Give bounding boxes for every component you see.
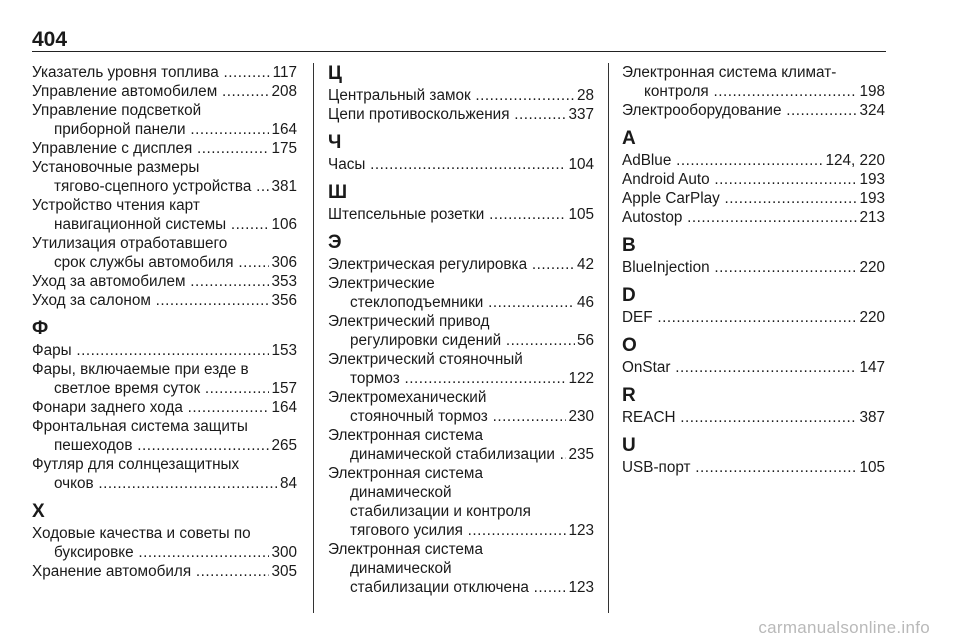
index-entry-term-line: Установочные размеры bbox=[32, 159, 200, 176]
index-column-3 bbox=[622, 63, 885, 477]
index-entry bbox=[32, 63, 297, 82]
index-entry-term: USB-порт ..... bbox=[622, 458, 857, 477]
index-entry-row bbox=[328, 407, 594, 426]
index-entry bbox=[328, 312, 594, 350]
index-entry bbox=[622, 151, 885, 170]
index-letter-heading: O bbox=[622, 335, 637, 356]
index-entry-page: 56 bbox=[576, 332, 594, 349]
index-entry bbox=[32, 291, 297, 310]
index-entry-page: 213 bbox=[859, 209, 885, 226]
index-entry-page: 387 bbox=[859, 409, 885, 426]
index-entry bbox=[622, 189, 885, 208]
index-entry-row bbox=[622, 458, 885, 477]
index-entry bbox=[328, 255, 594, 274]
index-entry-row bbox=[328, 293, 594, 312]
index-entry-row bbox=[622, 170, 885, 189]
index-entry-row bbox=[328, 445, 594, 464]
index-column-2 bbox=[328, 63, 594, 597]
index-entry-row bbox=[32, 474, 297, 493]
index-entry-term: срок службы автомобиля ..... bbox=[54, 253, 269, 272]
index-entry-page: 324 bbox=[859, 102, 885, 119]
index-entry-row bbox=[32, 82, 297, 101]
index-entry bbox=[32, 398, 297, 417]
index-entry-term: навигационной системы ..... bbox=[54, 215, 269, 234]
index-entry-term: AdBlue ..... bbox=[622, 151, 823, 170]
index-entry bbox=[32, 196, 297, 234]
index-entry bbox=[32, 234, 297, 272]
index-entry bbox=[622, 408, 885, 427]
index-entry-term: буксировке ..... bbox=[54, 543, 269, 562]
index-letter-heading: A bbox=[622, 128, 636, 149]
index-entry-term: регулировки сидений ..... bbox=[350, 331, 575, 350]
index-entry-page: 104 bbox=[568, 156, 594, 173]
index-entry-term-line: Электромеханический bbox=[328, 389, 487, 406]
index-entry-row bbox=[32, 398, 297, 417]
index-entry-page: 123 bbox=[568, 522, 594, 539]
index-entry bbox=[622, 308, 885, 327]
index-letter-heading: Ч bbox=[328, 132, 342, 153]
index-entry bbox=[328, 155, 594, 174]
index-entry-term: пешеходов ..... bbox=[54, 436, 269, 455]
index-entry bbox=[32, 101, 297, 139]
index-entry-term-line: Электрический стояночный bbox=[328, 351, 523, 368]
page-number: 404 bbox=[32, 28, 68, 51]
index-entry bbox=[622, 458, 885, 477]
index-entry-term-line: Фары, включаемые при езде в bbox=[32, 361, 249, 378]
index-entry-row bbox=[622, 82, 885, 101]
index-entry bbox=[328, 464, 594, 540]
index-entry-term-line: Устройство чтения карт bbox=[32, 197, 200, 214]
index-entry-page: 198 bbox=[859, 83, 885, 100]
watermark: carmanualsonline.info bbox=[758, 618, 930, 637]
index-entry-row bbox=[32, 120, 297, 139]
index-entry-term: Autostop ..... bbox=[622, 208, 857, 227]
index-entry-row bbox=[622, 101, 885, 120]
index-entry-page: 105 bbox=[568, 206, 594, 223]
index-entry-row bbox=[328, 578, 594, 597]
index-entry-page: 42 bbox=[576, 256, 594, 273]
index-entry-term: Уход за автомобилем ..... bbox=[32, 272, 269, 291]
index-entry bbox=[32, 272, 297, 291]
index-entry-row bbox=[32, 215, 297, 234]
index-entry-page: 306 bbox=[271, 254, 297, 271]
index-entry-term: Уход за салоном ..... bbox=[32, 291, 269, 310]
index-entry-term: приборной панели ..... bbox=[54, 120, 269, 139]
index-entry-page: 46 bbox=[576, 294, 594, 311]
index-entry-term: Фары ..... bbox=[32, 341, 269, 360]
index-entry bbox=[622, 101, 885, 120]
index-entry-term: светлое время суток ..... bbox=[54, 379, 269, 398]
index-letter-heading: Х bbox=[32, 501, 45, 522]
index-entry-term: Электрическая регулировка ..... bbox=[328, 255, 575, 274]
index-entry-term-line: Управление подсветкой bbox=[32, 102, 202, 119]
index-entry-term: тягово-сцепного устройства ..... bbox=[54, 177, 269, 196]
index-entry-row bbox=[328, 521, 594, 540]
index-entry-page: 337 bbox=[568, 106, 594, 123]
index-entry bbox=[32, 341, 297, 360]
index-entry bbox=[32, 562, 297, 581]
index-entry-page: 164 bbox=[271, 121, 297, 138]
index-entry-term: BlueInjection ..... bbox=[622, 258, 857, 277]
index-entry-term: DEF ..... bbox=[622, 308, 857, 327]
index-entry-row bbox=[622, 189, 885, 208]
index-entry bbox=[328, 540, 594, 597]
index-entry bbox=[622, 358, 885, 377]
index-entry-page: 28 bbox=[576, 87, 594, 104]
index-entry-row bbox=[328, 155, 594, 174]
index-entry bbox=[32, 139, 297, 158]
index-entry-term-line: Ходовые качества и советы по bbox=[32, 525, 251, 542]
index-entry bbox=[328, 426, 594, 464]
index-entry-page: 300 bbox=[271, 544, 297, 561]
index-entry-term: Управление с дисплея ..... bbox=[32, 139, 269, 158]
index-entry-term: Штепсельные розетки ..... bbox=[328, 205, 566, 224]
index-entry-term: Электрооборудование ..... bbox=[622, 101, 857, 120]
index-entry-page: 193 bbox=[859, 171, 885, 188]
index-entry-row bbox=[32, 436, 297, 455]
index-entry-term-line: Электрический привод bbox=[328, 313, 490, 330]
index-entry-term: REACH ..... bbox=[622, 408, 857, 427]
index-entry-page: 164 bbox=[271, 399, 297, 416]
index-entry-page: 106 bbox=[271, 216, 297, 233]
index-entry-term: контроля ..... bbox=[644, 82, 857, 101]
index-entry-term-line: динамической bbox=[350, 560, 452, 577]
index-entry bbox=[328, 205, 594, 224]
index-entry bbox=[622, 170, 885, 189]
index-entry-page: 230 bbox=[568, 408, 594, 425]
index-entry-term-line: динамической bbox=[350, 484, 452, 501]
index-entry-page: 157 bbox=[271, 380, 297, 397]
index-entry-row bbox=[328, 255, 594, 274]
index-entry-row bbox=[328, 86, 594, 105]
index-entry-row bbox=[32, 63, 297, 82]
index-entry-row bbox=[328, 205, 594, 224]
index-entry-row bbox=[32, 341, 297, 360]
index-entry-term-line: Электронная система bbox=[328, 465, 483, 482]
index-entry-term: OnStar ..... bbox=[622, 358, 857, 377]
index-entry-row bbox=[32, 272, 297, 291]
index-entry-term: Указатель уровня топлива ..... bbox=[32, 63, 271, 82]
index-entry-row bbox=[622, 408, 885, 427]
index-entry-row bbox=[32, 379, 297, 398]
index-entry-term-line: Электронная система bbox=[328, 541, 483, 558]
index-entry-term: стабилизации отключена ..... bbox=[350, 578, 566, 597]
index-entry-term-line: Утилизация отработавшего bbox=[32, 235, 228, 252]
index-entry bbox=[328, 105, 594, 124]
index-letter-heading: B bbox=[622, 235, 636, 256]
index-letter-heading: U bbox=[622, 435, 636, 456]
index-entry-page: 235 bbox=[568, 446, 594, 463]
index-entry bbox=[328, 388, 594, 426]
index-entry-term: динамической стабилизации ..... bbox=[350, 445, 566, 464]
index-letter-heading: R bbox=[622, 385, 636, 406]
index-entry-page: 147 bbox=[859, 359, 885, 376]
index-letter-heading: Ф bbox=[32, 318, 49, 339]
index-entry-row bbox=[32, 139, 297, 158]
index-entry-row bbox=[622, 151, 885, 170]
index-entry-term: тормоз ..... bbox=[350, 369, 566, 388]
index-entry-page: 193 bbox=[859, 190, 885, 207]
index-entry-term: тягового усилия ..... bbox=[350, 521, 566, 540]
index-entry-term: Центральный замок ..... bbox=[328, 86, 575, 105]
index-entry-term: Apple CarPlay ..... bbox=[622, 189, 857, 208]
index-entry bbox=[32, 524, 297, 562]
column-divider-1 bbox=[313, 63, 314, 613]
index-letter-heading: Ш bbox=[328, 182, 348, 203]
index-entry-row bbox=[622, 358, 885, 377]
column-divider-2 bbox=[608, 63, 609, 613]
index-entry-page: 220 bbox=[859, 259, 885, 276]
index-entry-page: 153 bbox=[271, 342, 297, 359]
index-entry bbox=[328, 350, 594, 388]
index-entry-term: Фонари заднего хода ..... bbox=[32, 398, 269, 417]
index-entry-page: 208 bbox=[271, 83, 297, 100]
index-entry-term: стояночный тормоз ..... bbox=[350, 407, 566, 426]
index-entry-page: 122 bbox=[568, 370, 594, 387]
index-letter-heading: D bbox=[622, 285, 636, 306]
index-entry-term-line: Футляр для солнцезащитных bbox=[32, 456, 240, 473]
index-entry-term: Цепи противоскольжения ..... bbox=[328, 105, 566, 124]
index-entry bbox=[32, 158, 297, 196]
index-entry-term-line: Электрические bbox=[328, 275, 435, 292]
index-entry bbox=[32, 455, 297, 493]
index-entry-row bbox=[328, 369, 594, 388]
index-entry-term-line: Фронтальная система защиты bbox=[32, 418, 248, 435]
index-entry-row bbox=[622, 258, 885, 277]
index-entry-term: Хранение автомобиля ..... bbox=[32, 562, 269, 581]
index-entry-page: 356 bbox=[271, 292, 297, 309]
index-entry-page: 381 bbox=[271, 178, 297, 195]
index-entry-term: Часы ..... bbox=[328, 155, 566, 174]
index-entry-page: 175 bbox=[271, 140, 297, 157]
index-entry-row bbox=[32, 562, 297, 581]
index-entry-term: Управление автомобилем ..... bbox=[32, 82, 269, 101]
index-entry bbox=[622, 208, 885, 227]
index-entry-term: стеклоподъемники ..... bbox=[350, 293, 575, 312]
index-entry-row bbox=[32, 543, 297, 562]
index-letter-heading: Э bbox=[328, 232, 342, 253]
index-entry-row bbox=[328, 331, 594, 350]
index-entry-term-line: Электронная система bbox=[328, 427, 483, 444]
index-entry-row bbox=[32, 253, 297, 272]
index-entry-page: 105 bbox=[859, 459, 885, 476]
index-entry-term-line: стабилизации и контроля bbox=[350, 503, 531, 520]
index-entry-page: 265 bbox=[271, 437, 297, 454]
index-entry-row bbox=[328, 105, 594, 124]
index-letter-heading: Ц bbox=[328, 63, 342, 84]
index-entry-row bbox=[622, 308, 885, 327]
index-entry-page: 123 bbox=[568, 579, 594, 596]
index-entry-page: 220 bbox=[859, 309, 885, 326]
index-entry-row bbox=[622, 208, 885, 227]
index-entry-page: 124, 220 bbox=[825, 152, 885, 169]
index-entry-page: 84 bbox=[279, 475, 297, 492]
index-entry-page: 353 bbox=[271, 273, 297, 290]
index-entry bbox=[32, 360, 297, 398]
header-rule bbox=[32, 51, 886, 52]
index-entry-page: 117 bbox=[272, 64, 297, 81]
index-entry-page: 305 bbox=[271, 563, 297, 580]
index-entry-row bbox=[32, 177, 297, 196]
index-entry bbox=[32, 417, 297, 455]
index-entry bbox=[328, 86, 594, 105]
index-entry-term: Android Auto ..... bbox=[622, 170, 857, 189]
index-entry bbox=[622, 63, 885, 101]
index-entry bbox=[328, 274, 594, 312]
index-column-1 bbox=[32, 63, 297, 581]
index-entry-term: очков ..... bbox=[54, 474, 278, 493]
index-entry-row bbox=[32, 291, 297, 310]
index-entry bbox=[622, 258, 885, 277]
index-entry-term-line: Электронная система климат- bbox=[622, 64, 837, 81]
index-entry bbox=[32, 82, 297, 101]
